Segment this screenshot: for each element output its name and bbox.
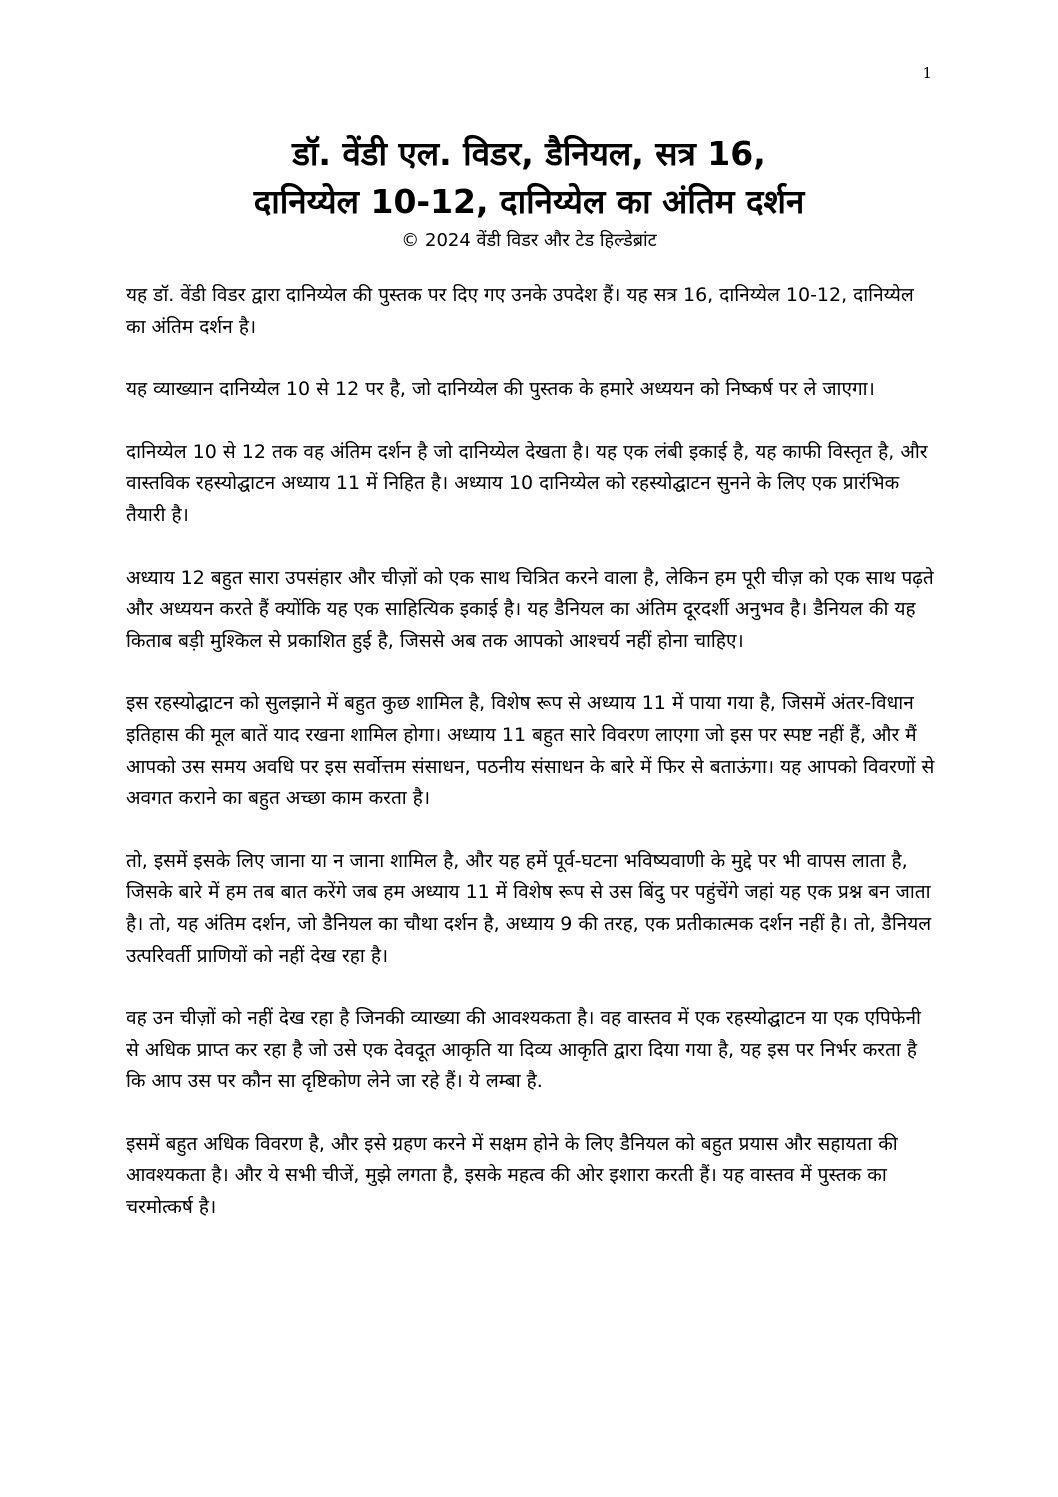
paragraph-5: इस रहस्योद्घाटन को सुलझाने में बहुत कुछ शामिल है, विशेष रूप से अध्याय 11 में पाया गया है, जिसमें अंतर-विधान इतिहास की मूल बातें याद रखना शामिल होगा। अध्याय 11 बहुत सारे विवरण लाएगा जो इस पर स्पष्ट नहीं हैं, और मैं आपको उस समय अवधि पर इस सर्वोत्तम संसाधन, पठनीय संसाधन के बारे में फिर से बताऊंगा। यह आपको विवरणों से अवगत कराने का बहुत अच्छा काम करता है। bbox=[126, 692, 935, 810]
paragraph-7: वह उन चीज़ों को नहीं देख रहा है जिनकी व्याख्या की आवश्यकता है। वह वास्तव में एक रहस्योद्घाटन या एक एपिफेनी से अधिक प्राप्त कर रहा है जो उसे एक देवदूत आकृति या दिव्य आकृति द्वारा दिया गया है, यह इस पर निर्भर करता है कि आप उस पर कौन सा दृष्टिकोण लेने जा रहे हैं। ये लम्बा है. bbox=[126, 1007, 921, 1093]
paragraph-1: यह डॉ. वेंडी विडर द्वारा दानिय्येल की पुस्तक पर दिए गए उनके उपदेश हैं। यह सत्र 16, दानिय्येल 10-12, दानिय्येल का अंतिम दर्शन है। bbox=[126, 284, 914, 338]
title-line-2: दानिय्येल 10-12, दानिय्येल का अंतिम दर्शन bbox=[253, 182, 805, 221]
paragraph-3: दानिय्येल 10 से 12 तक वह अंतिम दर्शन है जो दानिय्येल देखता है। यह एक लंबी इकाई है, यह काफी विस्तृत है, और वास्तविक रहस्योद्घाटन अध्याय 11 में निहित है। अध्याय 10 दानिय्येल को रहस्योद्घाटन सुनने के लिए एक प्रारंभिक तैयारी है। bbox=[126, 440, 928, 526]
document-header bbox=[0, 130, 1058, 254]
copyright-notice: © 2024 वेंडी विडर और टेड हिल्डेब्रांट bbox=[401, 230, 657, 251]
paragraph-6: तो, इसमें इसके लिए जाना या न जाना शामिल है, और यह हमें पूर्व-घटना भविष्यवाणी के मुद्दे पर भी वापस लाता है, जिसके बारे में हम तब बात करेंगे जब हम अध्याय 11 में विशेष रूप से उस बिंदु पर पहुंचेंगे जहां यह एक प्रश्न बन जाता है। तो, यह अंतिम दर्शन, जो डैनियल का चौथा दर्शन है, अध्याय 9 की तरह, एक प्रतीकात्मक दर्शन नहीं है। तो, डैनियल उत्परिवर्ती प्राणियों को नहीं देख रहा है। bbox=[126, 849, 932, 967]
page-number: 1 bbox=[922, 64, 932, 82]
title-line-1: डॉ. वेंडी एल. विडर, डैनियल, सत्र 16, bbox=[292, 134, 766, 173]
paragraph-2: यह व्याख्यान दानिय्येल 10 से 12 पर है, जो दानिय्येल की पुस्तक के हमारे अध्ययन को निष्कर्ष पर ले जाएगा। bbox=[126, 378, 875, 401]
paragraph-8: इसमें बहुत अधिक विवरण है, और इसे ग्रहण करने में सक्षम होने के लिए डैनियल को बहुत प्रयास और सहायता की आवश्यकता है। और ये सभी चीजें, मुझे लगता है, इसके महत्व की ओर इशारा करती हैं। यह वास्तव में पुस्तक का चरमोत्कर्ष है। bbox=[126, 1132, 898, 1219]
document-body bbox=[126, 280, 938, 1255]
paragraph-4: अध्याय 12 बहुत सारा उपसंहार और चीज़ों को एक साथ चित्रित करने वाला है, लेकिन हम पूरी चीज़ को एक साथ पढ़ते और अध्ययन करते हैं क्योंकि यह एक साहित्यिक इकाई है। यह डैनियल का अंतिम दूरदर्शी अनुभव है। डैनियल की यह किताब बड़ी मुश्किल से प्रकाशित हुई है, जिससे अब तक आपको आश्चर्य नहीं होना चाहिए। bbox=[126, 566, 934, 652]
